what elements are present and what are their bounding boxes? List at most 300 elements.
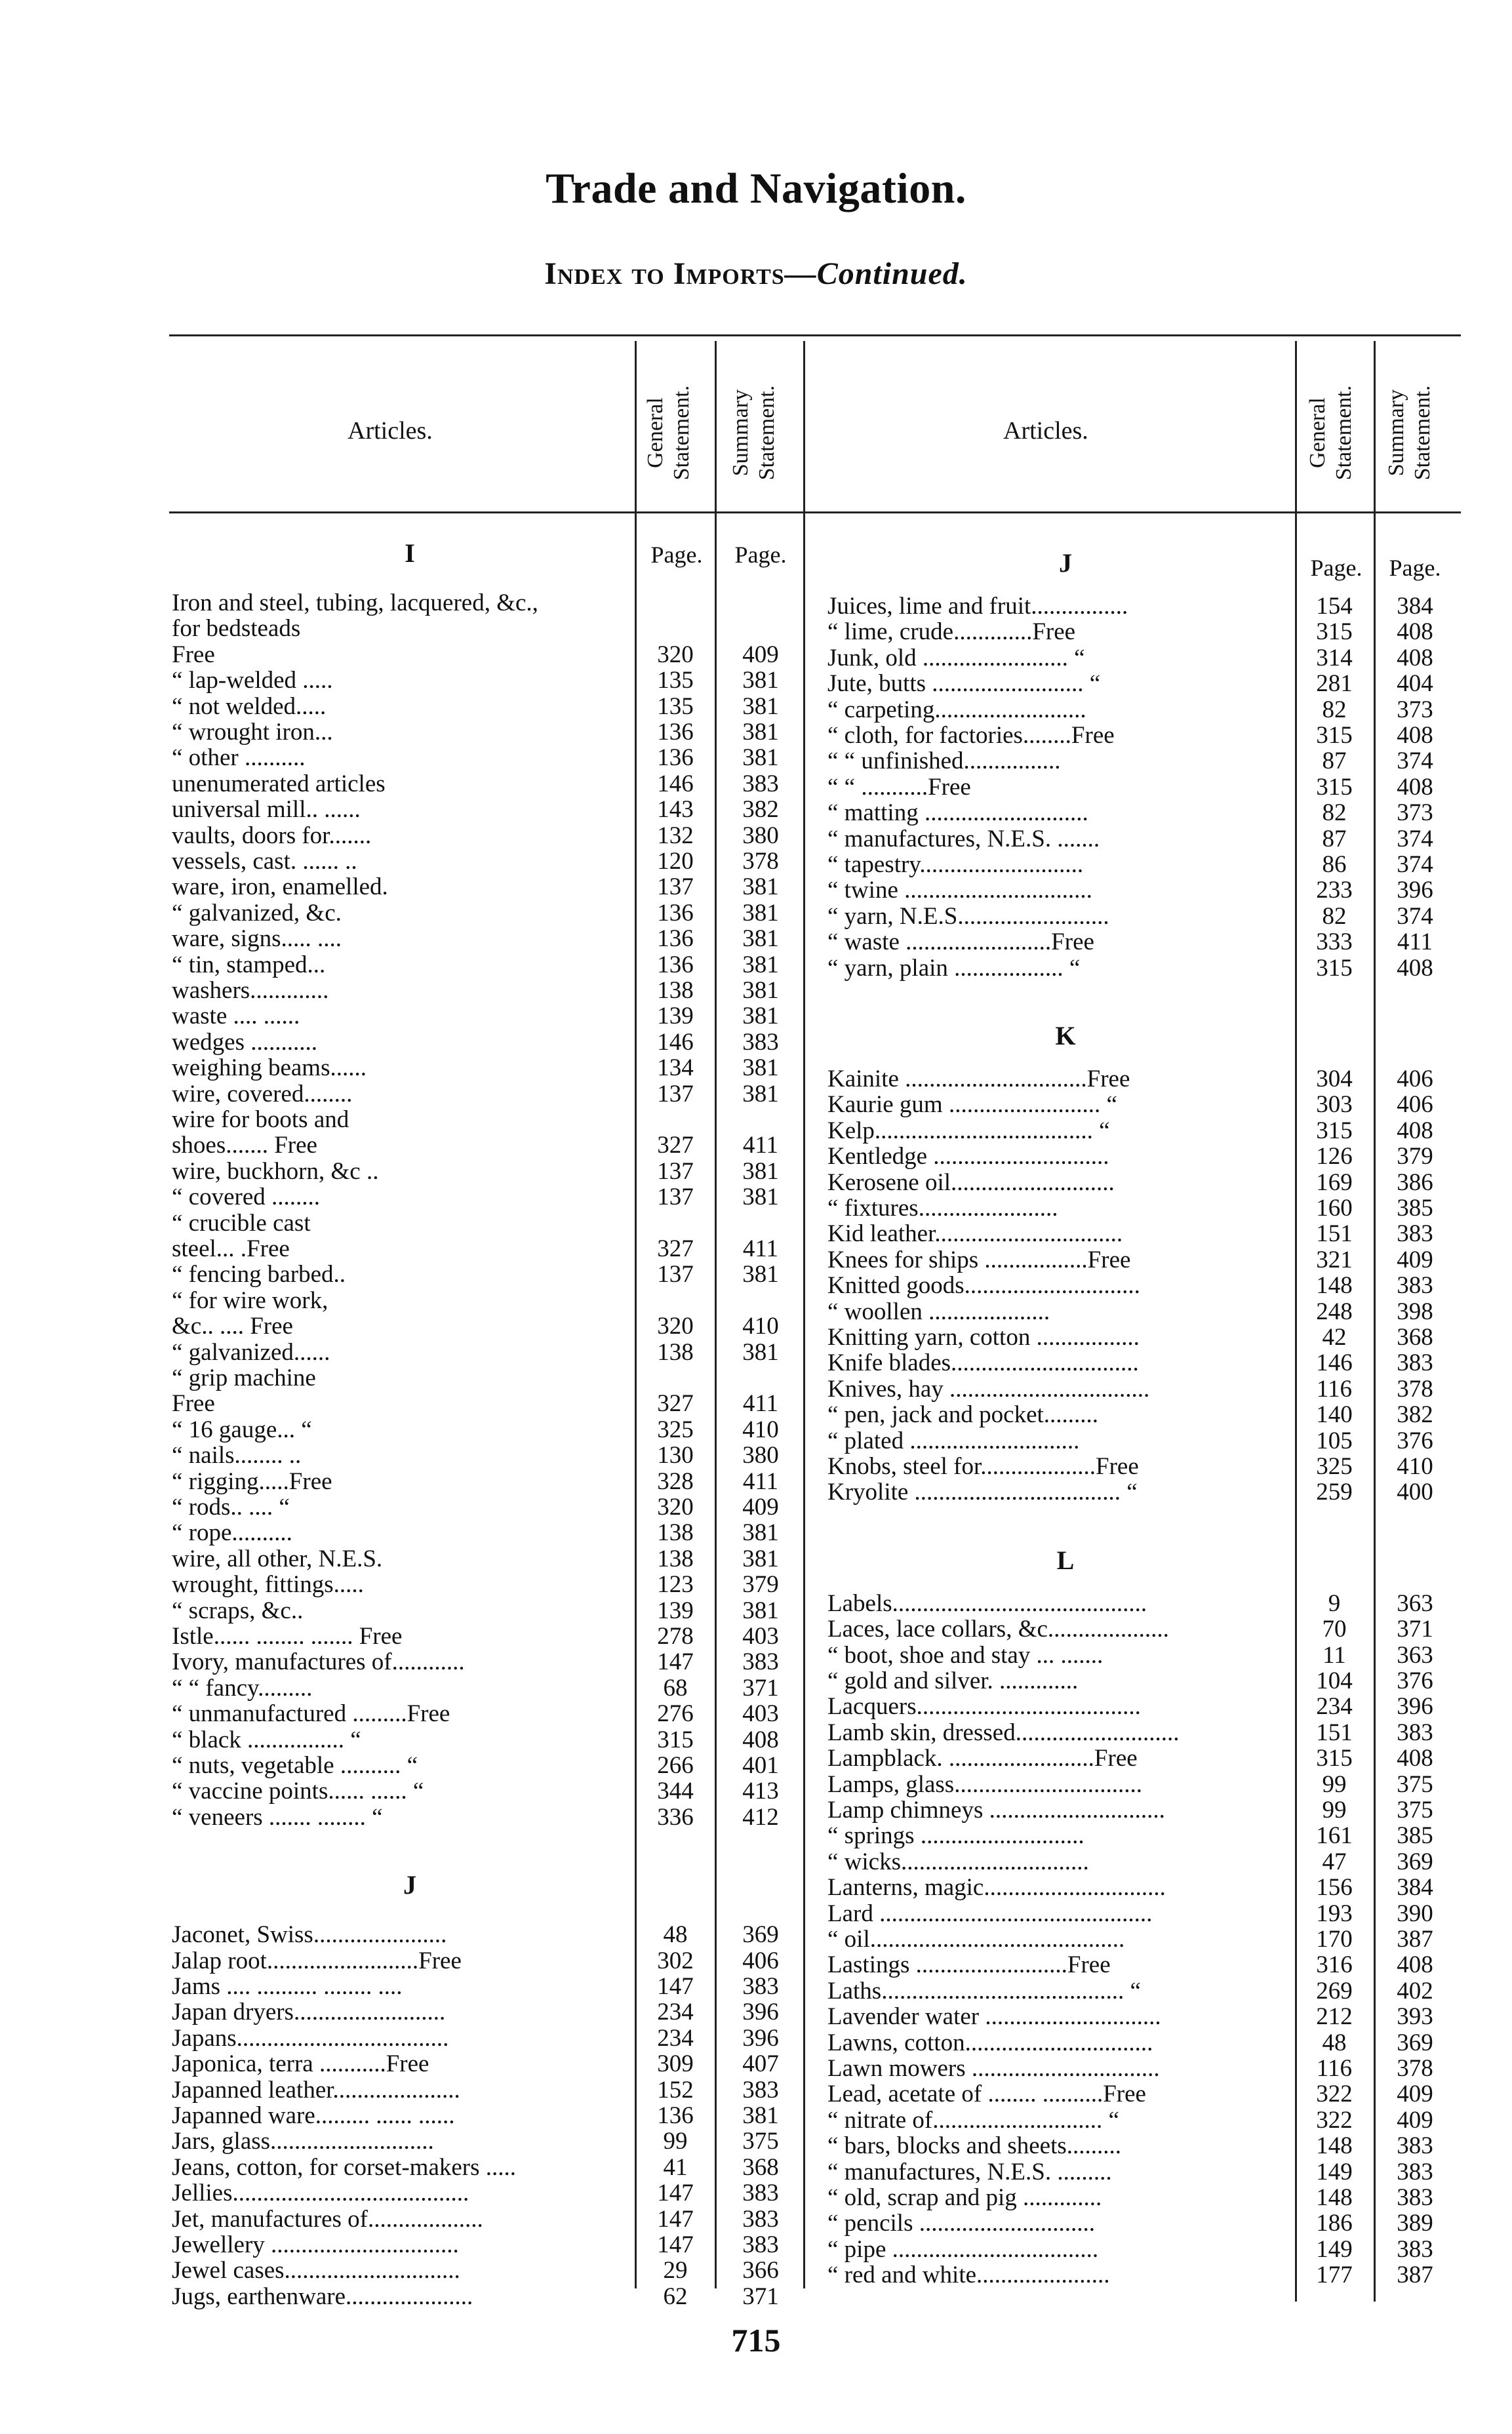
summary-statement-page: 411 [1397,928,1433,956]
summary-statement-page: 382 [1397,1401,1433,1429]
index-row [0,2004,1512,2030]
index-row [0,955,1512,982]
general-statement-page: 134 [657,1054,694,1082]
index-row [0,1849,1512,1875]
article-name: ware, iron, enamelled. [172,873,388,901]
index-row [0,1978,1512,2005]
article-name: Free [172,641,215,668]
general-statement-page: 42 [1322,1324,1347,1351]
section-letter: I [405,538,415,568]
summary-statement-page: 411 [742,1235,779,1262]
summary-statement-page: 368 [742,2153,779,2181]
general-statement-page: 234 [657,1999,694,2026]
article-name: Juices, lime and fruit................ [827,593,1128,620]
article-name: “ tapestry........................... [827,851,1084,878]
general-statement-page: 120 [657,848,694,875]
general-statement-page: 315 [1316,954,1353,982]
general-statement-page: 315 [1316,722,1353,749]
index-row [0,748,1512,774]
index-row [0,1875,1512,1901]
index-row [0,1221,1512,1247]
left-summary-page-label: Page. [734,542,787,568]
index-row [0,1144,1512,1170]
right-articles-header: Articles. [1003,417,1088,445]
article-name: Jeans, cotton, for corset-makers ..... [172,2153,517,2181]
article-name: “ manufactures, N.E.S. ....... [827,825,1100,852]
subtitle-suffix: —Continued. [784,256,968,291]
summary-statement-page: 385 [1397,1195,1433,1222]
index-row [0,2237,1512,2263]
summary-statement-page: 381 [742,719,779,746]
summary-statement-page: 409 [1397,2106,1433,2134]
summary-statement-page: 381 [742,692,779,720]
general-statement-page: 136 [657,925,694,953]
subtitle-prefix: Index to Imports [544,256,785,291]
article-name: vessels, cast. ...... .. [172,848,357,875]
index-row [0,877,1512,904]
general-statement-page: 123 [657,1571,694,1599]
general-statement-page: 148 [1316,1272,1353,1300]
article-name: Kaurie gum ......................... “ [827,1091,1117,1119]
summary-statement-page: 381 [742,1545,779,1572]
general-statement-page: 146 [657,770,694,797]
article-name: Lacquers..................................... [827,1693,1141,1721]
general-statement-page: 212 [1316,2003,1353,2031]
article-name: “ “ unfinished................ [827,748,1061,775]
general-statement-page: 136 [657,951,694,978]
summary-statement-page: 409 [742,641,779,668]
summary-statement-page: 403 [742,1623,779,1650]
general-statement-page: 321 [1316,1246,1353,1273]
index-row [0,800,1512,826]
summary-statement-page: 412 [742,1803,779,1831]
summary-statement-page: 408 [1397,722,1433,749]
article-name: “ for wire work, [172,1287,328,1314]
summary-statement-page: 384 [1397,593,1433,620]
index-row [0,697,1512,723]
article-name: Jaconet, Swiss...................... [172,1921,447,1949]
index-row [0,1092,1512,1118]
general-statement-page: 136 [657,744,694,772]
index-row [0,1479,1512,1506]
article-name: “ waste ........................Free [827,928,1094,956]
article-name: “ veneers ....... ........ “ [172,1803,383,1831]
summary-statement-page: 376 [1397,1667,1433,1694]
index-row [0,2159,1512,2185]
general-statement-page: 82 [1322,696,1347,723]
general-statement-page: 152 [657,2076,694,2104]
summary-statement-page: 369 [742,1921,779,1949]
general-statement-page: 309 [657,2050,694,2078]
index-row [0,1376,1512,1403]
general-statement-page: 132 [657,822,694,849]
article-name: “ 16 gauge... “ [172,1416,312,1443]
summary-statement-page: 369 [1397,1848,1433,1875]
general-statement-page: 248 [1316,1298,1353,1325]
summary-statement-page: 408 [1397,1745,1433,1772]
general-statement-page: 315 [1316,1745,1353,1772]
article-name: “ covered ........ [172,1184,321,1211]
article-name: wedges ........... [172,1028,317,1056]
general-statement-page: 147 [657,1973,694,2000]
general-statement-page: 322 [1316,2106,1353,2134]
article-name: “ bars, blocks and sheets......... [827,2132,1122,2160]
index-row [0,1402,1512,1428]
general-statement-page: 136 [657,899,694,927]
general-statement-page: 266 [657,1752,694,1779]
article-name: Lead, acetate of ........ ..........Free [827,2081,1146,2108]
summary-statement-page: 396 [742,2024,779,2052]
general-statement-page: 315 [1316,1117,1353,1144]
summary-statement-page: 408 [1397,1117,1433,1144]
index-row [0,619,1512,645]
article-name: “ pencils ............................. [827,2210,1095,2237]
general-statement-page: 41 [663,2153,688,2181]
summary-statement-page: 363 [1397,1589,1433,1617]
article-name: ware, signs..... .... [172,925,342,953]
summary-statement-page: 383 [1397,1719,1433,1746]
article-name: shoes....... Free [172,1132,317,1159]
general-statement-page: 148 [1316,2132,1353,2160]
summary-statement-page: 406 [742,1947,779,1974]
article-name: Free [172,1390,215,1418]
index-row [0,671,1512,697]
summary-statement-page: 408 [1397,644,1433,671]
article-name: Knitted goods............................. [827,1272,1140,1300]
article-name: Iron and steel, tubing, lacquered, &c., [172,589,538,616]
index-row [0,2107,1512,2134]
general-statement-page: 259 [1316,1479,1353,1506]
general-statement-page: 281 [1316,670,1353,698]
general-statement-page: 138 [657,1338,694,1366]
summary-statement-page: 383 [742,2205,779,2233]
summary-statement-page: 375 [1397,1797,1433,1824]
index-row [0,1591,1512,1617]
summary-statement-page: 371 [742,1674,779,1702]
summary-statement-page: 386 [1397,1168,1433,1196]
general-statement-page: 322 [1316,2081,1353,2108]
index-row [0,1118,1512,1144]
article-name: wire, all other, N.E.S. [172,1545,383,1572]
summary-statement-page: 368 [1397,1324,1433,1351]
index-row [0,1247,1512,1273]
article-name: Knees for ships .................Free [827,1246,1131,1273]
summary-statement-page: 383 [1397,2132,1433,2160]
summary-statement-page: 381 [742,1003,779,1030]
general-statement-page: 269 [1316,1977,1353,2005]
article-name: Knobs, steel for...................Free [827,1453,1139,1480]
summary-statement-page: 383 [742,2231,779,2258]
general-statement-page: 29 [663,2257,688,2284]
general-statement-page: 136 [657,719,694,746]
general-statement-page: 325 [657,1416,694,1443]
right-summary-page-label: Page. [1389,555,1441,581]
article-name: “ grip machine [172,1365,316,1391]
general-statement-page: 193 [1316,1900,1353,1927]
general-statement-page: 233 [1316,877,1353,904]
general-statement-page: 136 [657,2102,694,2129]
general-statement-page: 315 [657,1726,694,1753]
summary-statement-page: 409 [742,1494,779,1521]
summary-statement-page: 383 [1397,2158,1433,2185]
general-statement-page: 276 [657,1700,694,1728]
general-statement-page: 316 [1316,1951,1353,1979]
general-statement-page: 160 [1316,1195,1353,1222]
article-name: Kainite ..............................Free [827,1066,1130,1092]
general-statement-page: 116 [1316,1375,1353,1403]
article-name: Jams .... .......... ........ .... [172,1973,403,2000]
index-row [0,1520,1512,1546]
summary-statement-page: 366 [742,2257,779,2284]
article-name: “ plated ............................ [827,1427,1080,1454]
summary-statement-page: 381 [742,1338,779,1366]
general-statement-page: 137 [657,1184,694,1211]
general-statement-page: 325 [1316,1453,1353,1480]
article-name: “ lime, crude.............Free [827,618,1076,646]
summary-statement-page: 408 [1397,618,1433,646]
summary-statement-page: 406 [1397,1066,1433,1092]
page-number: 715 [731,2322,781,2359]
summary-statement-page: 402 [1397,1977,1433,2005]
article-name: steel... .Free [172,1235,290,1262]
general-statement-page: 11 [1323,1641,1346,1669]
summary-statement-page: 410 [742,1416,779,1443]
article-name: “ red and white...................... [827,2262,1110,2289]
article-name: “ vaccine points...... ...... “ [172,1778,424,1805]
article-name: Kentledge ............................. [827,1143,1109,1170]
summary-statement-page: 381 [742,925,779,953]
article-name: “ fixtures....................... [827,1195,1058,1222]
index-row [0,2133,1512,2159]
article-name: “ boot, shoe and stay ... ....... [827,1641,1104,1669]
general-statement-page: 177 [1316,2262,1353,2289]
summary-statement-page: 403 [742,1700,779,1728]
general-statement-page: 143 [657,796,694,824]
summary-statement-page: 369 [1397,2029,1433,2056]
general-statement-page: 137 [657,1080,694,1107]
article-name: “ yarn, plain .................. “ [827,954,1081,982]
article-name: “ oil.......................................... [827,1926,1125,1953]
index-row [0,978,1512,1004]
summary-statement-page: 383 [1397,1349,1433,1377]
general-statement-page: 149 [1316,2235,1353,2263]
general-statement-page: 303 [1316,1091,1353,1119]
summary-statement-page: 401 [742,1752,779,1779]
article-name: Jugs, earthenware..................... [172,2283,473,2310]
article-name: Lard ............................................. [827,1900,1153,1927]
article-name: weighing beams...... [172,1054,367,1082]
right-general-header: General Statement. [1305,385,1356,481]
summary-statement-page: 379 [1397,1143,1433,1170]
index-row [0,852,1512,878]
general-statement-page: 333 [1316,928,1353,956]
index-row [0,2185,1512,2211]
summary-statement-page: 374 [1397,748,1433,775]
index-row [0,1952,1512,1978]
index-row [0,1273,1512,1299]
article-name: Lanterns, magic.............................. [827,1874,1166,1902]
summary-statement-page: 375 [1397,1770,1433,1798]
summary-statement-page: 383 [742,2076,779,2104]
right-general-page-label: Page. [1310,555,1363,581]
article-name: Lawns, cotton............................... [827,2029,1153,2056]
summary-statement-page: 383 [742,1028,779,1056]
article-name: “ nails........ .. [172,1442,302,1469]
summary-statement-page: 410 [1397,1453,1433,1480]
article-name: Jet, manufactures of................... [172,2205,483,2233]
general-statement-page: 320 [657,641,694,668]
summary-statement-page: 389 [1397,2210,1433,2237]
index-row [0,929,1512,955]
summary-statement-page: 381 [742,1261,779,1288]
summary-statement-page: 384 [1397,1874,1433,1902]
summary-statement-page: 404 [1397,670,1433,698]
summary-statement-page: 380 [742,1442,779,1469]
summary-statement-page: 396 [1397,1693,1433,1721]
general-statement-page: 86 [1322,851,1347,878]
article-name: Jars, glass........................... [172,2128,434,2155]
summary-statement-page: 378 [1397,1375,1433,1403]
general-statement-page: 149 [1316,2158,1353,2185]
article-name: Jute, butts ......................... “ [827,670,1101,698]
index-row [0,2030,1512,2056]
article-name: unenumerated articles [172,770,386,797]
summary-statement-page: 378 [1397,2055,1433,2082]
summary-statement-page: 382 [742,796,779,824]
general-statement-page: 116 [1316,2055,1353,2082]
article-name: “ scraps, &c.. [172,1597,304,1624]
general-statement-page: 99 [1322,1797,1347,1824]
article-name: Jalap root.........................Free [172,1947,462,1974]
article-name: Kelp.................................... “ [827,1117,1110,1144]
left-general-page-label: Page. [650,542,703,568]
general-statement-page: 148 [1316,2184,1353,2211]
general-statement-page: 147 [657,2205,694,2233]
index-row [0,1029,1512,1056]
article-name: wire for boots and [172,1106,349,1133]
summary-statement-page: 411 [742,1390,779,1418]
article-name: “ carpeting......................... [827,696,1086,723]
summary-statement-page: 393 [1397,2003,1433,2031]
general-statement-page: 140 [1316,1401,1353,1429]
table-top-rule [169,334,1461,336]
general-statement-page: 147 [657,1648,694,1676]
article-name: Labels.......................................... [827,1589,1147,1617]
index-row [0,1066,1512,1092]
general-statement-page: 135 [657,692,694,720]
summary-statement-page: 390 [1397,1900,1433,1927]
article-name: vaults, doors for....... [172,822,372,849]
article-name: Istle...... ........ ....... Free [172,1623,403,1650]
article-name: Jewellery ............................... [172,2231,459,2258]
index-row [0,723,1512,749]
left-general-header: General Statement. [643,385,694,481]
article-name: Laths........................................ “ [827,1977,1141,2005]
summary-statement-page: 383 [1397,2235,1433,2263]
summary-statement-page: 376 [1397,1427,1433,1454]
general-statement-page: 87 [1322,748,1347,775]
article-name: “ gold and silver. ............. [827,1667,1079,1694]
summary-statement-page: 381 [742,1080,779,1107]
article-name: Ivory, manufactures of............ [172,1648,465,1676]
summary-statement-page: 380 [742,822,779,849]
index-row [0,593,1512,620]
article-name: Japonica, terra ...........Free [172,2050,429,2078]
article-name: Lampblack. ........................Free [827,1745,1138,1772]
summary-statement-page: 363 [1397,1641,1433,1669]
right-summary-header: Summary Statement. [1384,385,1435,481]
general-statement-page: 161 [1316,1822,1353,1850]
article-name: universal mill.. ...... [172,796,361,824]
summary-statement-page: 409 [1397,1246,1433,1273]
general-statement-page: 169 [1316,1168,1353,1196]
summary-statement-page: 381 [742,1519,779,1547]
summary-statement-page: 379 [742,1571,779,1599]
summary-statement-page: 407 [742,2050,779,2078]
summary-statement-page: 400 [1397,1479,1433,1506]
article-name: “ pen, jack and pocket......... [827,1401,1099,1429]
summary-statement-page: 375 [742,2128,779,2155]
summary-statement-page: 408 [1397,773,1433,801]
general-statement-page: 344 [657,1778,694,1805]
general-statement-page: 105 [1316,1427,1353,1454]
section-letter: L [1056,1545,1075,1575]
general-statement-page: 328 [657,1467,694,1495]
article-name: “ rods.. .... “ [172,1494,290,1521]
index-row [0,1616,1512,1643]
summary-statement-page: 408 [742,1726,779,1753]
general-statement-page: 138 [657,1519,694,1547]
article-name: wrought, fittings..... [172,1571,364,1599]
index-row [0,1901,1512,1927]
article-name: Knitting yarn, cotton ................. [827,1324,1140,1351]
article-name: “ tin, stamped... [172,951,326,978]
index-row [0,1668,1512,1694]
summary-statement-page: 381 [742,951,779,978]
article-name: “ nuts, vegetable .......... “ [172,1752,418,1779]
index-row [0,1350,1512,1376]
article-name: “ pipe .................................. [827,2235,1099,2263]
article-name: Lamps, glass............................... [827,1770,1142,1798]
summary-statement-page: 374 [1397,902,1433,930]
article-name: Japan dryers......................... [172,1999,446,2026]
index-row [0,1772,1512,1798]
article-name: “ “ fancy......... [172,1674,313,1702]
summary-statement-page: 383 [742,2180,779,2207]
summary-statement-page: 409 [1397,2081,1433,2108]
index-row [0,1454,1512,1480]
index-row [0,1694,1512,1720]
index-row [0,1170,1512,1196]
summary-statement-page: 396 [742,1999,779,2026]
summary-statement-page: 381 [742,977,779,1004]
article-name: “ not welded..... [172,692,327,720]
summary-statement-page: 381 [742,744,779,772]
general-statement-page: 48 [1322,2029,1347,2056]
general-statement-page: 146 [1316,1349,1353,1377]
summary-statement-page: 410 [742,1313,779,1340]
summary-statement-page: 381 [742,1157,779,1185]
article-name: washers............. [172,977,329,1004]
summary-statement-page: 383 [1397,2184,1433,2211]
index-row [0,2262,1512,2288]
article-name: Lamb skin, dressed........................... [827,1719,1180,1746]
index-row [0,1797,1512,1824]
general-statement-page: 138 [657,1545,694,1572]
index-row [0,904,1512,930]
article-name: Lastings .........................Free [827,1951,1111,1979]
article-name: for bedsteads [172,615,301,643]
